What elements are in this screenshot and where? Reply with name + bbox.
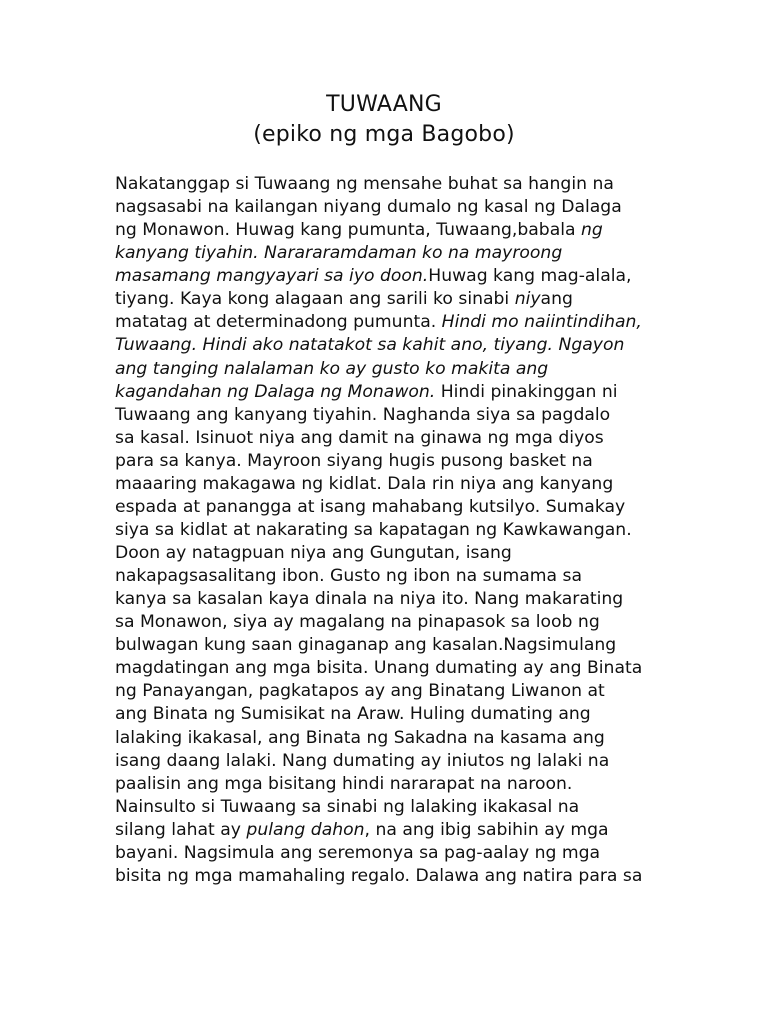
italic-segment: ang tanging nalalaman ko ay gusto ko makita ang <box>115 358 549 379</box>
text-segment: Huwag kang mag-alala, <box>428 266 632 287</box>
text-segment: espada at panangga at isang mahabang kutsilyo. Sumakay <box>115 496 626 517</box>
text-segment: nagsasabi na kailangan niyang dumalo ng kasal ng Dalaga <box>115 197 622 218</box>
text-line <box>115 542 675 565</box>
text-segment: kanya sa kasalan kaya dinala na niya ito. Nang makarating <box>115 589 624 610</box>
text-segment: silang lahat ay <box>115 819 247 840</box>
text-line <box>115 703 675 726</box>
italic-segment: ng <box>581 220 603 241</box>
italic-segment: Tuwaang. Hindi ako natatakot sa kahit ano, tiyang. Ngayon <box>115 335 625 356</box>
text-segment: tiyang. Kaya kong alagaan ang sarili ko sinabi <box>115 289 515 310</box>
italic-segment: kagandahan ng Dalaga ng Monawon. <box>115 381 436 402</box>
text-segment: bisita ng mga mamahaling regalo. Dalawa ang natira para sa <box>115 865 643 886</box>
text-line <box>115 196 675 219</box>
text-segment: sa kasal. Isinuot niya ang damit na ginawa ng mga diyos <box>115 427 604 448</box>
text-segment: bulwagan kung saan ginaganap ang kasalan.Nagsimulang <box>115 635 617 656</box>
text-line <box>115 427 675 450</box>
text-segment: ng Monawon. Huwag kang pumunta, Tuwaang,babala <box>115 220 582 241</box>
text-segment: nakapagsasalitang ibon. Gusto ng ibon na sumama sa <box>115 566 582 587</box>
text-segment: Hindi pinakinggan ni <box>435 381 618 402</box>
text-segment: bayani. Nagsimula ang seremonya sa pag-aalay ng mga <box>115 842 601 863</box>
text-segment: siya sa kidlat at nakarating sa kapatagan ng Kawkawangan. <box>115 519 632 540</box>
text-line <box>115 727 675 750</box>
text-line <box>115 865 675 888</box>
text-segment: Nainsulto si Tuwaang sa sinabi ng lalaking ikakasal na <box>115 796 580 817</box>
document-title: TUWAANG <box>326 92 442 117</box>
text-line <box>115 334 675 357</box>
text-segment: Doon ay natagpuan niya ang Gungutan, isang <box>115 543 512 563</box>
text-line <box>115 450 675 473</box>
text-segment: maaaring makagawa ng kidlat. Dala rin niya ang kanyang <box>115 473 614 494</box>
text-line <box>115 819 675 842</box>
text-line <box>115 588 675 611</box>
text-line <box>115 773 675 796</box>
italic-segment: masamang mangyayari sa iyo doon. <box>115 266 429 287</box>
text-segment: magdatingan ang mga bisita. Unang dumating ay ang Binata <box>115 658 643 679</box>
text-line <box>115 173 675 196</box>
text-line <box>115 565 675 588</box>
text-line <box>115 311 675 334</box>
italic-segment: niy <box>514 289 541 310</box>
text-line <box>115 265 675 288</box>
document-subtitle: (epiko ng mga Bagobo) <box>253 122 515 147</box>
text-line <box>115 496 675 519</box>
text-line <box>115 796 675 819</box>
text-segment: matatag at determinadong pumunta. <box>115 312 442 333</box>
text-line <box>115 473 675 496</box>
text-segment: lalaking ikakasal, ang Binata ng Sakadna na kasama ang <box>115 727 605 748</box>
text-line <box>115 288 675 311</box>
text-line <box>115 611 675 634</box>
text-line <box>115 680 675 703</box>
text-line <box>115 657 675 680</box>
text-line <box>115 219 675 242</box>
text-segment: Nakatanggap si Tuwaang ng mensahe buhat sa hangin na <box>115 174 614 194</box>
text-line <box>115 842 675 865</box>
text-line <box>115 519 675 542</box>
text-segment: paalisin ang mga bisitang hindi nararapat na naroon. <box>115 773 573 794</box>
text-line <box>115 404 675 427</box>
body-text <box>115 173 675 888</box>
italic-segment: Hindi mo naiintindihan, <box>441 312 642 333</box>
text-line <box>115 750 675 773</box>
text-segment: sa Monawon, siya ay magalang na pinapasok sa loob ng <box>115 612 600 633</box>
italic-segment: pulang dahon <box>246 819 365 840</box>
text-segment: para sa kanya. Mayroon siyang hugis pusong basket na <box>115 450 593 471</box>
text-segment: ang <box>540 289 573 310</box>
text-segment: Tuwaang ang kanyang tiyahin. Naghanda siya sa pagdalo <box>115 404 611 425</box>
italic-segment: kanyang tiyahin. Narararamdaman ko na mayroong <box>115 243 563 264</box>
text-segment: isang daang lalaki. Nang dumating ay iniutos ng lalaki na <box>115 750 610 771</box>
text-segment: ng Panayangan, pagkatapos ay ang Binatang Liwanon at <box>115 681 605 702</box>
text-line <box>115 381 675 404</box>
text-segment: , na ang ibig sabihin ay mga <box>364 819 609 840</box>
text-segment: ang Binata ng Sumisikat na Araw. Huling dumating ang <box>115 704 591 725</box>
text-line <box>115 358 675 381</box>
text-line <box>115 242 675 265</box>
text-line <box>115 634 675 657</box>
title-block <box>0 90 768 150</box>
